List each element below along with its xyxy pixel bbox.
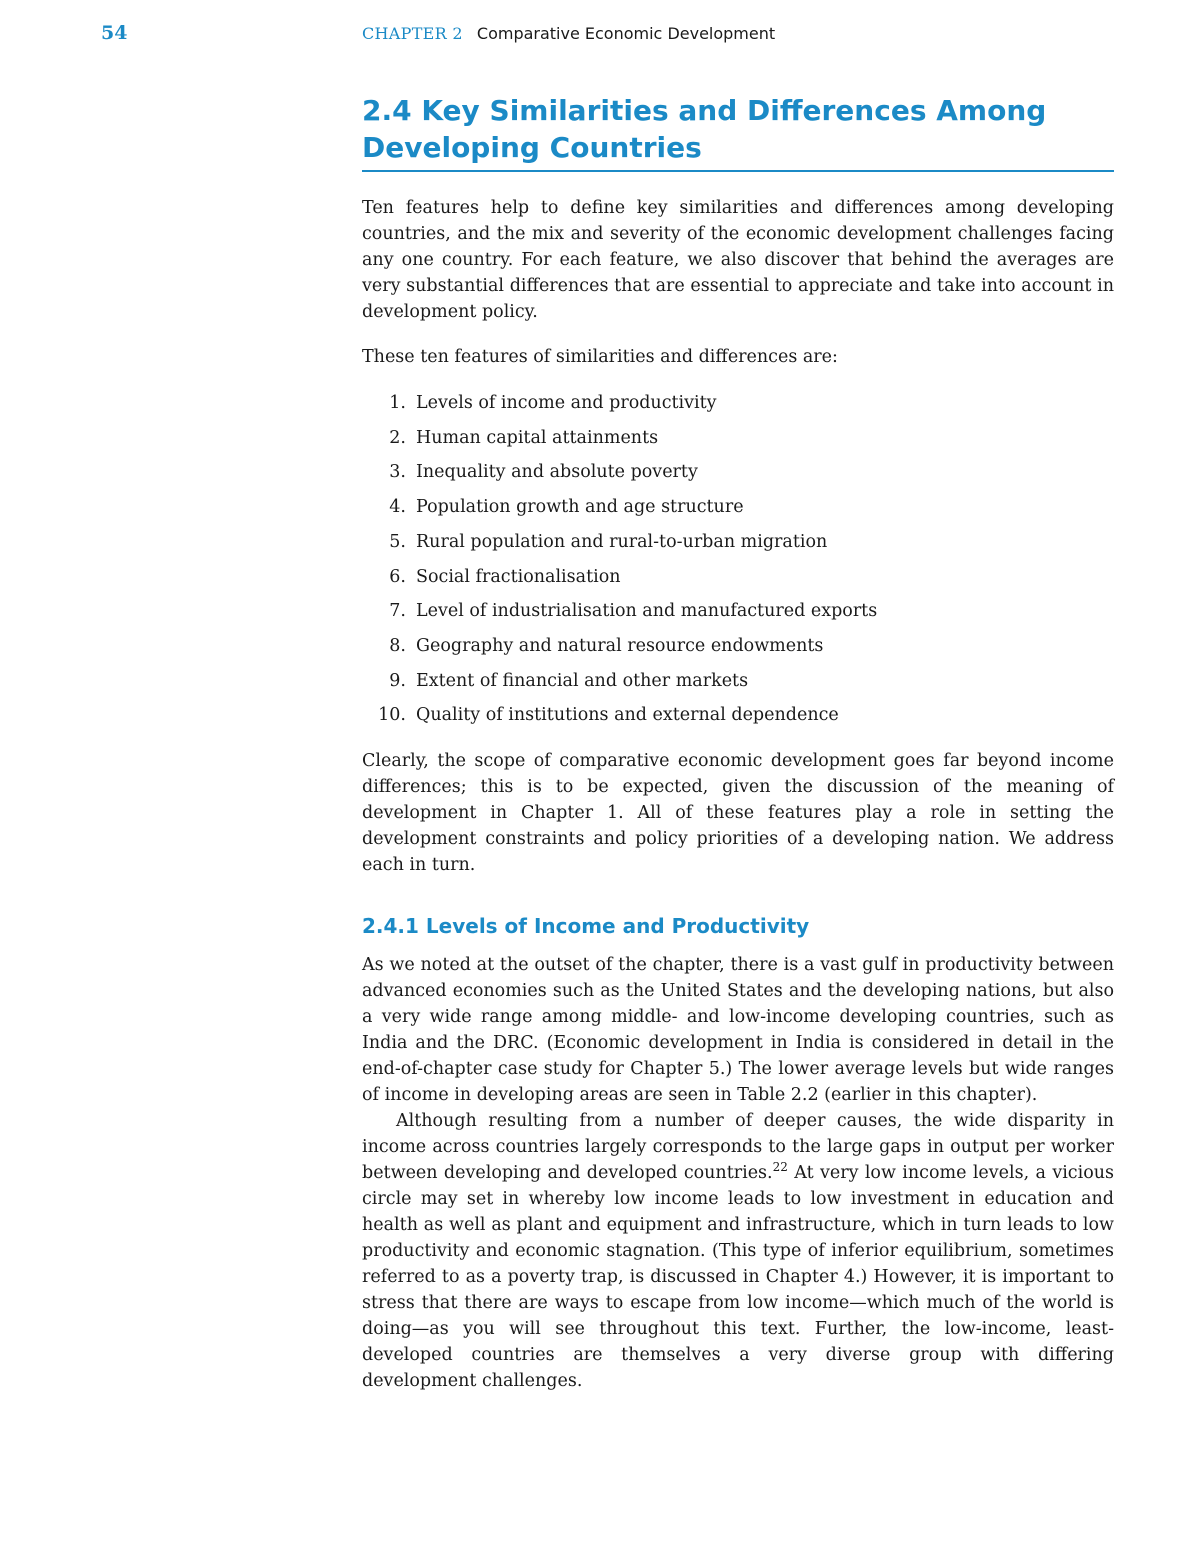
list-item-number: 7. (389, 601, 406, 622)
list-item (362, 490, 1114, 525)
page-content (362, 92, 1114, 1394)
body-paragraph: As we noted at the outset of the chapter, there is a vast gulf in productivity between advanced economies such as the United States and the developing nations, but also a very wide range among middle- and low-income developing countries, such as India and the DRC. (Economic development in India is considered in detail in the end-of-chapter case study for Chapter 5.) The lower average levels but wide ranges of income in developing areas are seen in Table 2.2 (earlier in this chapter). (362, 955, 1114, 1106)
chapter-label: CHAPTER 2 (362, 24, 463, 43)
list-item-text: Geography and natural resource endowments (416, 635, 824, 656)
list-item-text: Social fractionalisation (416, 566, 621, 587)
footnote-reference[interactable]: 22 (772, 1160, 788, 1175)
subsection-heading: 2.4.1 Levels of Income and Productivity (362, 914, 810, 939)
list-item-text: Human capital attainments (416, 427, 659, 448)
section-heading: 2.4 Key Similarities and Differences Among Developing Countries (362, 92, 1114, 172)
list-intro: These ten features of similarities and differences are: (362, 347, 838, 367)
list-item (362, 455, 1114, 490)
list-item-number: 9. (389, 670, 406, 691)
list-item (362, 386, 1114, 421)
list-item (362, 560, 1114, 595)
paragraph-text: At very low income levels, a vicious circle may set in whereby low income leads to low investment in education and health as well as plant and equipment and infrastructure, which in turn leads to low productivity and economic stagnation. (This type of inferior equilibrium, sometimes referred to as a poverty trap, is discussed in Chapter 4.) However, it is important to stress that there are ways to escape from low income—which much of the world is doing—as you will see throughout this text. Further, the low-income, least-developed countries are themselves a very diverse group with differing development challenges. (362, 1163, 1114, 1392)
running-head (362, 24, 775, 44)
body-paragraph-footnoted (362, 1108, 1114, 1394)
list-item-number: 2. (389, 427, 406, 448)
list-item-text: Levels of income and productivity (416, 393, 717, 413)
list-item-text: Rural population and rural-to-urban migration (416, 531, 828, 552)
intro-paragraph: Ten features help to define key similarities and differences among developing countries, and the mix and severity of the economic development challenges facing any one country. For each feature, we also discover that behind the averages are very substantial differences that are essential to appreciate and take into account in development policy. (362, 198, 1114, 322)
list-item (362, 421, 1114, 456)
page-number: 54 (101, 22, 128, 44)
paragraph-text: Although resulting from a number of deeper causes, the wide disparity in income across countries largely corresponds to the large gaps in output per worker between developing and developed countries. (362, 1111, 1114, 1184)
list-item (362, 629, 1114, 664)
list-item-text: Quality of institutions and external dependence (416, 705, 839, 726)
list-item-number: 4. (389, 497, 406, 518)
list-item (362, 594, 1114, 629)
list-item (362, 525, 1114, 560)
list-item-number: 5. (389, 531, 406, 552)
list-item-text: Inequality and absolute poverty (416, 462, 698, 483)
list-item-number: 1. (389, 393, 406, 413)
list-item-number: 8. (389, 635, 406, 656)
list-item-text: Extent of financial and other markets (416, 670, 749, 691)
list-item (362, 698, 1114, 733)
features-list (362, 386, 1114, 733)
list-item-text: Level of industrialisation and manufactured exports (416, 601, 878, 622)
list-item-number: 10. (378, 705, 406, 726)
list-item-text: Population growth and age structure (416, 497, 744, 518)
list-item-number: 3. (389, 462, 406, 483)
list-item (362, 664, 1114, 699)
closing-paragraph: Clearly, the scope of comparative economic development goes far beyond income differences; this is to be expected, given the discussion of the meaning of development in Chapter 1. All of these features play a role in setting the development constraints and policy priorities of a developing nation. We address each in turn. (362, 751, 1114, 876)
list-item-number: 6. (389, 566, 406, 587)
chapter-title: Comparative Economic Development (476, 24, 776, 43)
